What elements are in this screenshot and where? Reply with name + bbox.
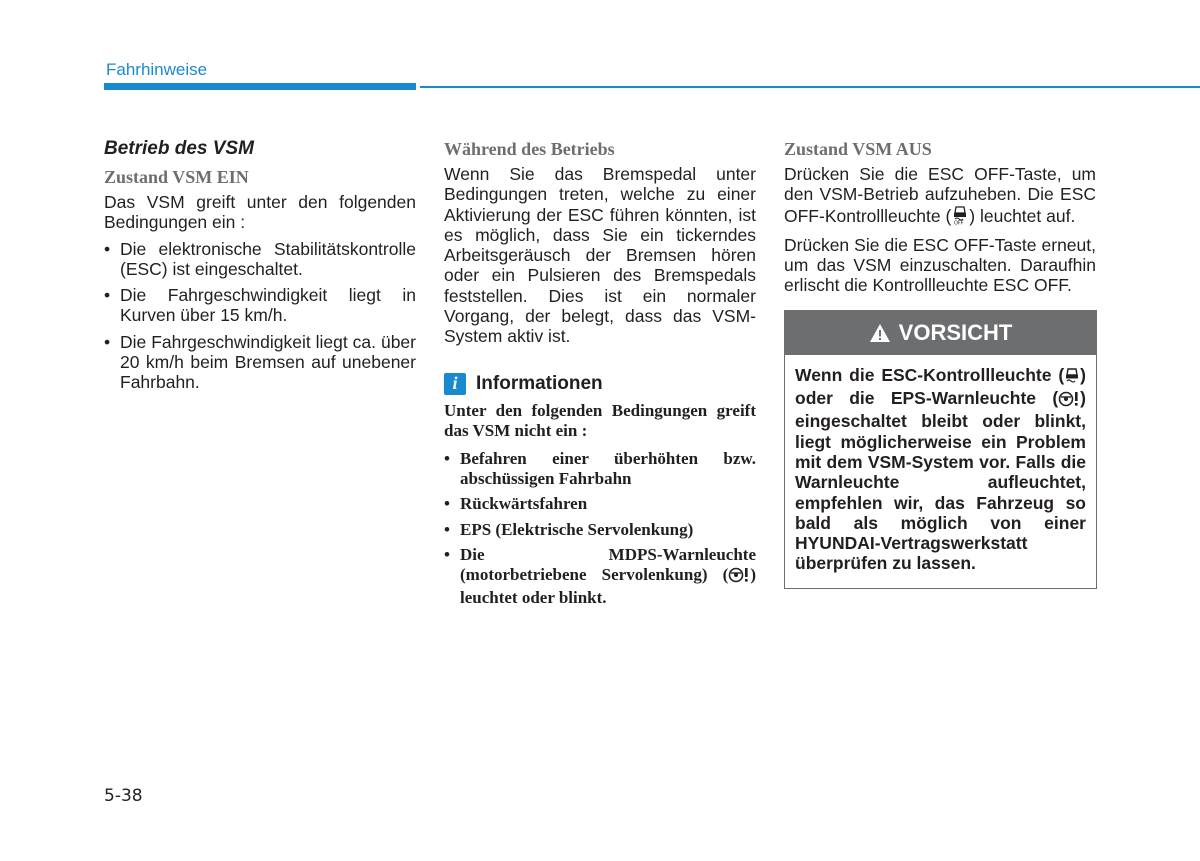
operation-paragraph: Wenn Sie das Bremspedal unter Bedingungen treten, welche zu einer Aktivierung der ESC führen könnten, ist es möglich, dass Sie ein tickerndes Arbeitsgeräusch der Bremsen hören oder ein Pulsieren des Bremspedals feststellen. Dies ist ein normaler Vorgang, der belegt, dass das VSM-System aktiv ist. xyxy=(444,164,756,347)
warning-header xyxy=(785,311,1096,355)
warning-triangle-icon xyxy=(869,323,891,343)
vsm-aus-paragraph-2: Drücken Sie die ESC OFF-Taste erneut, um das VSM einzuschalten. Daraufhin erlischt die Kontrollleuchte ESC OFF. xyxy=(784,234,1096,296)
page-number: 5-38 xyxy=(104,786,143,806)
column-1 xyxy=(104,138,416,399)
subheading-vsm-aus: Zustand VSM AUS xyxy=(784,139,932,159)
list-item: • Die Fahrgeschwindigkeit liegt ca. über 20 km/h beim Bremsen auf unebener Fahrbahn. xyxy=(104,331,416,393)
svg-text:OFF: OFF xyxy=(954,220,964,225)
list-item: • Die Fahrgeschwindigkeit liegt in Kurven über 15 km/h. xyxy=(104,285,416,326)
list-item: • Rückwärtsfahren xyxy=(444,494,588,514)
warning-text: Wenn die ESC-Kontrollleuchte ( ) oder die EPS-Warnleuchte ( ) eingeschaltet bleibt oder blinkt, liegt möglicherweise ein Problem mit dem VSM-System vor. Falls die Warnleuchte aufleuchtet, empfehlen wir, das Fahrzeug so bald als möglich von einer HYUNDAI-Vertragswerkstatt überprüfen zu lassen. xyxy=(795,364,1086,574)
warning-title: VORSICHT xyxy=(898,319,1013,345)
header-bar-thin xyxy=(420,86,1200,88)
subheading-waehrend-betriebs: Während des Betriebs xyxy=(444,139,615,159)
conditions-list xyxy=(104,239,416,393)
column-2 xyxy=(444,138,756,614)
header-bar-thick xyxy=(104,83,416,90)
vsm-aus-paragraph-1: Drücken Sie die ESC OFF-Taste, um den VSM-Betrieb aufzuheben. Die ESC OFF-Kontrollleuchte ( OFF ) leuchtet auf. xyxy=(784,164,1096,229)
heading-betrieb-vsm: Betrieb des VSM xyxy=(104,138,254,159)
info-icon: i xyxy=(444,373,466,395)
intro-paragraph: Das VSM greift unter den folgenden Bedingungen ein : xyxy=(104,192,416,233)
warning-box xyxy=(784,310,1097,589)
subheading-vsm-ein: Zustand VSM EIN xyxy=(104,167,249,187)
section-title: Fahrhinweise xyxy=(106,60,208,79)
list-item: • Die elektronische Stabilitätskontrolle (ESC) ist eingeschaltet. xyxy=(104,238,416,279)
list-item: • Die MDPS-Warnleuchte (motorbetriebene Servolenkung) ( ) leuchtet oder blinkt. xyxy=(444,544,756,608)
info-list xyxy=(444,449,756,609)
info-header xyxy=(444,373,756,395)
info-intro: Unter den folgenden Bedingungen greift das VSM nicht ein : xyxy=(444,400,756,440)
esc-off-icon xyxy=(951,205,969,229)
eps-warning-icon xyxy=(728,567,750,588)
list-item: • Befahren einer überhöhten bzw. abschüssigen Fahrbahn xyxy=(444,448,756,488)
eps-warning-icon xyxy=(1058,391,1080,411)
esc-icon xyxy=(1064,368,1080,388)
info-title: Informationen xyxy=(476,372,603,394)
column-3 xyxy=(784,138,1096,589)
list-item: • EPS (Elektrische Servolenkung) xyxy=(444,519,694,539)
